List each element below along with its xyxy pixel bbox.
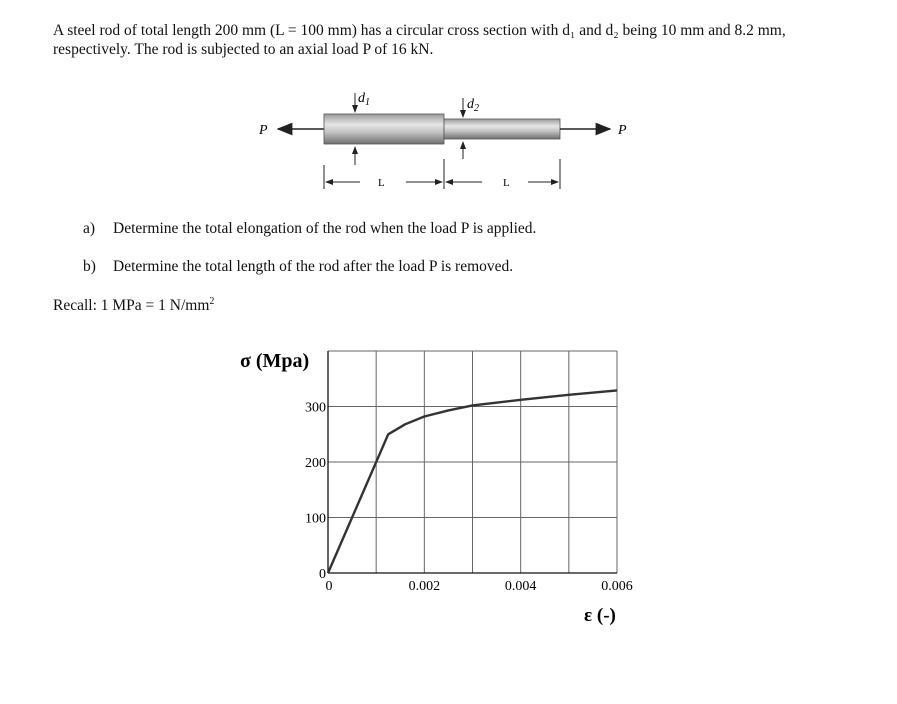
x-tick-label: 0.006 [601,579,633,594]
d1-label: $d_1$ [358,91,370,108]
chart-grid [328,351,617,573]
rod-segment-1 [324,114,444,144]
question-a [83,220,536,238]
x-axis-label: ε (-) [584,605,616,626]
chart-ticks [305,401,633,595]
x-tick-label: 0.004 [504,579,537,594]
load-label-left: P [259,123,268,138]
recall-superscript: 2 [209,296,215,307]
recall-note: Recall: 1 MPa = 1 $N/mm^2$ [53,296,215,315]
y-tick-label: 200 [305,456,326,471]
length-label-2: L [503,177,510,189]
question-a-text: Determine the total elongation of the rod when the load P is applied. [113,220,537,237]
question-b-text: Determine the total length of the rod after the load P is removed. [113,258,514,275]
stress-strain-chart [0,335,897,635]
question-a-label: a) [83,220,96,237]
y-tick-label: 100 [305,511,326,527]
x-tick-label: 0.002 [408,579,441,594]
y-axis-label: σ (Mpa) [240,350,310,372]
problem-statement: A steel rod of total length 200 mm (L = 100 mm) has a circular cross section with d₁ and d₂ being 10 mm and 8.2 mm, respectively. The rod is subjected to an axial load P of 16 kN. [53,22,786,58]
length-label-1: L [378,177,385,189]
question-b [83,258,513,276]
question-b-label: b) [83,258,96,275]
rod-segment-2 [444,119,560,139]
load-label-right: P [618,123,627,138]
d2-label: $d_2$ [467,97,479,114]
x-tick-label: 0 [325,579,333,594]
y-tick-label: 0 [319,567,326,582]
y-tick-label: 300 [305,400,326,416]
rod-diagram [0,85,897,285]
